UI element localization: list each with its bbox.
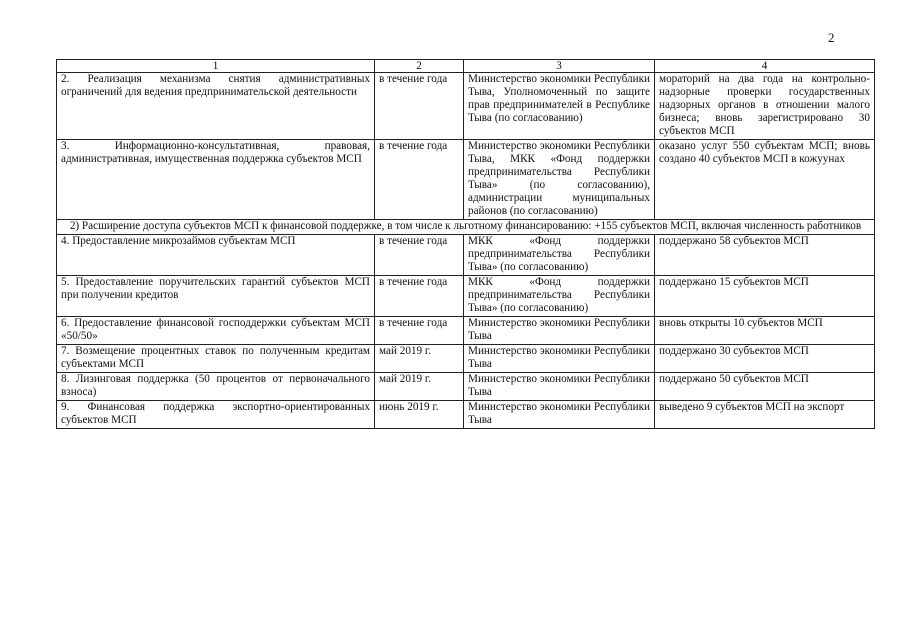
measure-cell: 3. Информационно-консультативная, правовая, административная, имущественная поддержка субъектов МСП bbox=[57, 140, 375, 220]
table-header-row bbox=[57, 60, 875, 73]
measure-cell: 7. Возмещение процентных ставок по полученным кредитам субъектами МСП bbox=[57, 345, 375, 373]
result-cell: оказано услуг 550 субъектам МСП; вновь создано 40 субъектов МСП в кожуунах bbox=[655, 140, 875, 220]
measure-cell: 4. Предоставление микрозаймов субъектам МСП bbox=[57, 235, 375, 276]
column-header-3: 3 bbox=[464, 60, 655, 73]
section-heading-row bbox=[57, 220, 875, 235]
deadline-cell: в течение года bbox=[375, 317, 464, 345]
measures-table bbox=[56, 59, 875, 429]
table-row bbox=[57, 345, 875, 373]
table-row bbox=[57, 401, 875, 429]
deadline-cell: в течение года bbox=[375, 140, 464, 220]
table-row bbox=[57, 140, 875, 220]
measure-cell: 2. Реализация механизма снятия административных ограничений для ведения предпринимательской деятельности bbox=[57, 73, 375, 140]
result-cell: поддержано 58 субъектов МСП bbox=[655, 235, 875, 276]
responsible-cell: Министерство экономики Республики Тыва, Уполномоченный по защите прав предпринимателей в Республике Тыва (по согласованию) bbox=[464, 73, 655, 140]
responsible-cell: Министерство экономики Республики Тыва bbox=[464, 345, 655, 373]
column-header-4: 4 bbox=[655, 60, 875, 73]
responsible-cell: МКК «Фонд поддержки предпринимательства Республики Тыва» (по согласованию) bbox=[464, 235, 655, 276]
result-cell: поддержано 30 субъектов МСП bbox=[655, 345, 875, 373]
result-cell: мораторий на два года на контрольно-надзорные проверки государственных надзорных органов в отношении малого бизнеса; вновь зарегистрировано 30 субъектов МСП bbox=[655, 73, 875, 140]
measure-cell: 6. Предоставление финансовой господдержки субъектам МСП «50/50» bbox=[57, 317, 375, 345]
table-row bbox=[57, 373, 875, 401]
deadline-cell: май 2019 г. bbox=[375, 345, 464, 373]
column-header-1: 1 bbox=[57, 60, 375, 73]
result-cell: вновь открыты 10 субъектов МСП bbox=[655, 317, 875, 345]
page-number: 2 bbox=[828, 30, 835, 45]
deadline-cell: в течение года bbox=[375, 276, 464, 317]
deadline-cell: в течение года bbox=[375, 73, 464, 140]
deadline-cell: май 2019 г. bbox=[375, 373, 464, 401]
table-row bbox=[57, 276, 875, 317]
responsible-cell: Министерство экономики Республики Тыва bbox=[464, 401, 655, 429]
responsible-cell: Министерство экономики Республики Тыва bbox=[464, 317, 655, 345]
table-row bbox=[57, 73, 875, 140]
result-cell: выведено 9 субъектов МСП на экспорт bbox=[655, 401, 875, 429]
responsible-cell: МКК «Фонд поддержки предпринимательства Республики Тыва» (по согласованию) bbox=[464, 276, 655, 317]
section-heading: 2) Расширение доступа субъектов МСП к финансовой поддержке, в том числе к льготному финансированию: +155 субъектов МСП, включая численность работников bbox=[57, 220, 875, 235]
responsible-cell: Министерство экономики Республики Тыва bbox=[464, 373, 655, 401]
result-cell: поддержано 15 субъектов МСП bbox=[655, 276, 875, 317]
responsible-cell: Министерство экономики Республики Тыва, МКК «Фонд поддержки предпринимательства Республики Тыва» (по согласованию), администрации муниципальных районов (по согласованию) bbox=[464, 140, 655, 220]
table-row bbox=[57, 317, 875, 345]
result-cell: поддержано 50 субъектов МСП bbox=[655, 373, 875, 401]
measure-cell: 5. Предоставление поручительских гарантий субъектов МСП при получении кредитов bbox=[57, 276, 375, 317]
deadline-cell: июнь 2019 г. bbox=[375, 401, 464, 429]
deadline-cell: в течение года bbox=[375, 235, 464, 276]
measure-cell: 8. Лизинговая поддержка (50 процентов от первоначального взноса) bbox=[57, 373, 375, 401]
measure-cell: 9. Финансовая поддержка экспортно-ориентированных субъектов МСП bbox=[57, 401, 375, 429]
table-row bbox=[57, 235, 875, 276]
column-header-2: 2 bbox=[375, 60, 464, 73]
